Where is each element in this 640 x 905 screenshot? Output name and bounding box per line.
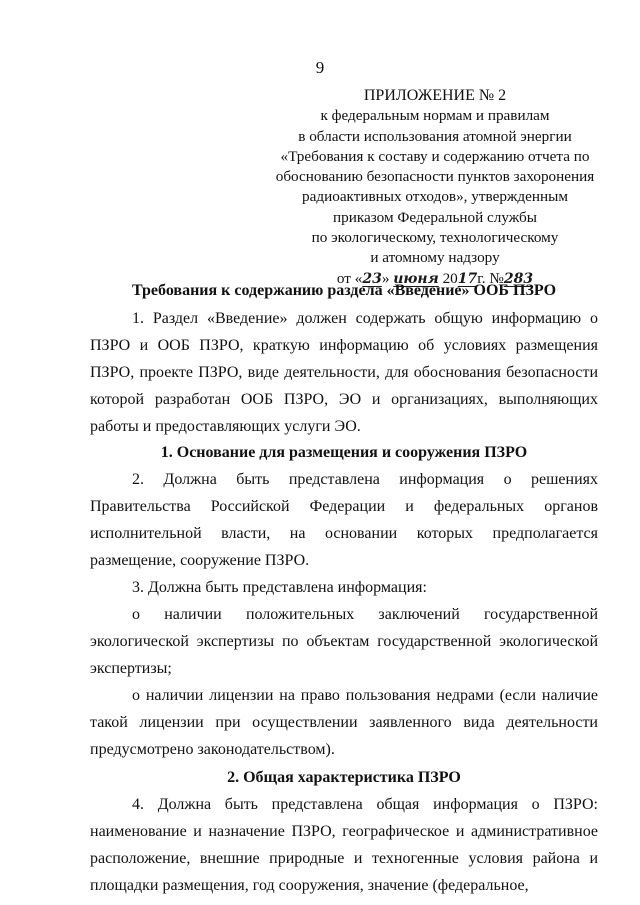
- order-prefix: от «: [336, 269, 363, 287]
- handwritten-number: 283: [503, 270, 534, 287]
- appendix-line: обоснованию безопасности пунктов захоронения: [275, 168, 595, 186]
- paragraph-1: 1. Раздел «Введение» должен содержать общую информацию о ПЗРО и ООБ ПЗРО, краткую информацию об условиях размещения ПЗРО, проекте ПЗРО, виде деятельности, для обоснования безопасности которой разработан ООБ ПЗРО, ЭО и организациях, выполняющих работы и предоставляющих услуги ЭО.: [90, 310, 598, 435]
- appendix-line: в области использования атомной энергии: [298, 127, 572, 145]
- main-heading: Требования к содержанию раздела «Введение» ООБ ПЗРО: [131, 282, 557, 299]
- section-2-heading: 2. Общая характеристика ПЗРО: [227, 769, 461, 786]
- appendix-block: [255, 86, 615, 289]
- paragraph-3b: о наличии лицензии на право пользования недрами (если наличие такой лицензии при осуществлении заявленного вида деятельности предусмотрено законодательством).: [90, 687, 598, 758]
- order-year-prefix: 20: [438, 269, 458, 287]
- section-1-heading: 1. Основание для размещения и сооружения ПЗРО: [160, 444, 528, 461]
- appendix-line: по экологическому, технологическому: [311, 229, 559, 247]
- paragraph-3: 3. Должна быть представлена информация:: [132, 579, 427, 596]
- appendix-line: радиоактивных отходов», утвержденным: [302, 188, 568, 206]
- handwritten-day: 23: [362, 270, 382, 287]
- appendix-title: ПРИЛОЖЕНИЕ № 2: [363, 87, 507, 104]
- handwritten-month: июня: [393, 270, 439, 287]
- appendix-line: к федеральным нормам и правилам: [320, 107, 550, 125]
- appendix-line: «Требования к составу и содержанию отчета по: [280, 147, 590, 165]
- handwritten-year: 17: [457, 270, 478, 287]
- paragraph-3a: о наличии положительных заключений государственной экологической экспертизы по объектам государственной экологической экспертизы;: [90, 606, 598, 677]
- appendix-line: приказом Федеральной службы: [333, 208, 537, 226]
- order-mid: »: [381, 269, 394, 287]
- appendix-line: и атомному надзору: [370, 249, 500, 267]
- paragraph-4: 4. Должна быть представлена общая информация о ПЗРО: наименование и назначение ПЗРО, географическое и административное расположение, внешние природные и техногенные условия района и площадки размещения, год сооружения, значение (федеральное,: [90, 796, 598, 894]
- document-body: [90, 282, 598, 899]
- order-num-prefix: г. №: [477, 269, 504, 287]
- paragraph-2: 2. Должна быть представлена информация о решениях Правительства Российской Федерации и федеральных органов исполнительной власти, на основании которых предполагается размещение, сооружение ПЗРО.: [90, 471, 598, 569]
- page-number: 9: [315, 58, 325, 77]
